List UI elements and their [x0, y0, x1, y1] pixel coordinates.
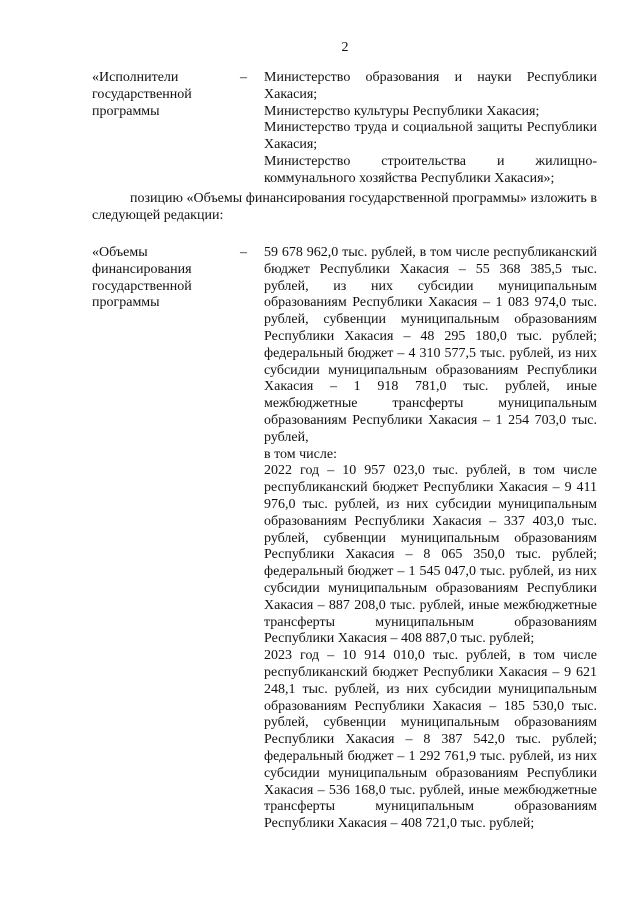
funding-year-2022: 2022 год – 10 957 023,0 тыс. рублей, в том числе республиканский бюджет Республики Хакасия – 9 411 976,0 тыс. рублей, из них субсидии муниципальным образованиям Республики Хакасия – 337 403,0 тыс. рублей, субвенции муниципальным образованиям Республики Хакасия – 8 065 350,0 тыс. рублей; федеральный бюджет – 1 545 047,0 тыс. рублей, из них субсидии муниципальным образованиям Республики Хакасия – 887 208,0 тыс. рублей, иные межбюджетные трансферты муниципальным образованиям Республики Хакасия – 408 887,0 тыс. рублей; — [264, 463, 597, 647]
funding-total: 59 678 962,0 тыс. рублей, в том числе республиканский бюджет Республики Хакасия – 55 368 385,5 тыс. рублей, из них субсидии муниципальным образованиям Республики Хакасия – 1 083 974,0 тыс. рублей, субвенции муниципальным образованиям Республики Хакасия – 48 295 180,0 тыс. рублей; федеральный бюджет – 4 310 577,5 тыс. рублей, из них субсидии муниципальным образованиям Республики Хакасия – 1 918 781,0 тыс. рублей, иные межбюджетные трансферты муниципальным образованиям Республики Хакасия – 1 254 703,0 тыс. рублей, — [264, 245, 597, 445]
funding-including: в том числе: — [264, 446, 337, 462]
instruction-paragraph — [92, 191, 597, 225]
executors-dash: – — [240, 70, 247, 85]
funding-dash: – — [240, 245, 247, 260]
executor-item: Министерство строительства и жилищно-коммунального хозяйства Республики Хакасия»; — [264, 153, 597, 186]
funding-year-2023: 2023 год – 10 914 010,0 тыс. рублей, в том числе республиканский бюджет Республики Хакасия – 9 621 248,1 тыс. рублей, из них субсидии муниципальным образованиям Республики Хакасия – 185 530,0 тыс. рублей, субвенции муниципальным образованиям Республики Хакасия – 8 387 542,0 тыс. рублей; федеральный бюджет – 1 292 761,9 тыс. рублей, из них субсидии муниципальным образованиям Республики Хакасия – 536 168,0 тыс. рублей, иные межбюджетные трансферты муниципальным образованиям Республики Хакасия – 408 721,0 тыс. рублей; — [264, 648, 597, 832]
executors-label: «Исполнители государственной программы — [92, 70, 192, 119]
executor-item: Министерство труда и социальной защиты Республики Хакасия; — [264, 120, 597, 153]
executor-item: Министерство образования и науки Республики Хакасия; — [264, 70, 597, 102]
instruction-text: позицию «Объемы финансирования государственной программы» изложить в следующей редакции: — [92, 191, 597, 223]
funding-content — [264, 245, 597, 833]
page-number: 2 — [341, 40, 349, 55]
executors-list — [264, 70, 597, 188]
funding-label: «Объемы финансирования государственной программы — [92, 245, 192, 311]
executor-item: Министерство культуры Республики Хакасия; — [264, 103, 540, 119]
